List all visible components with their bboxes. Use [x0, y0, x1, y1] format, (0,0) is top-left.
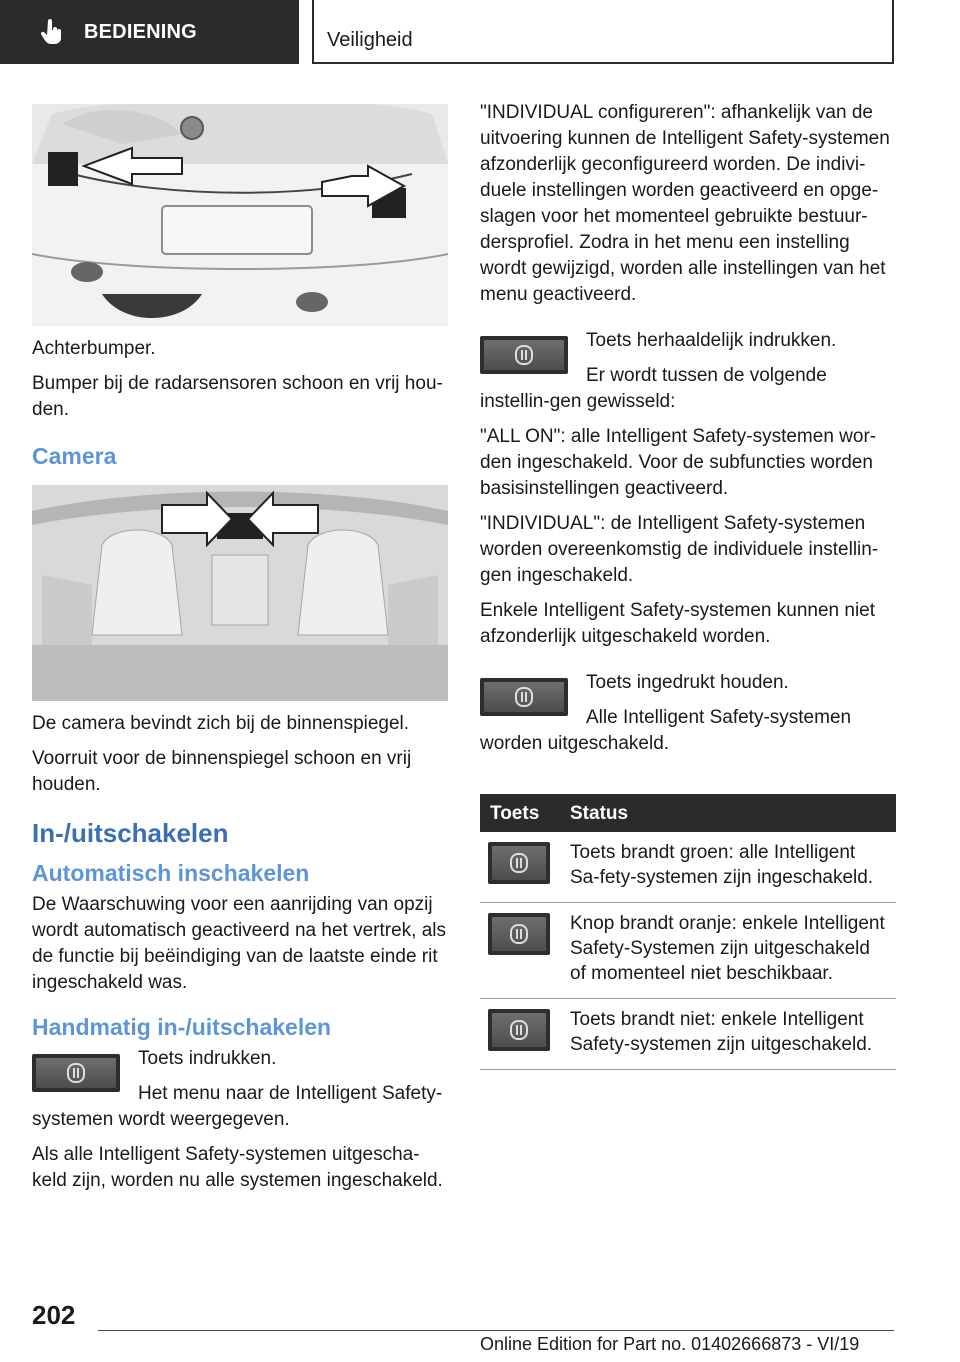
auto-text: De Waarschuwing voor een aanrijding van opzij wordt automatisch geactiveerd na het vertrek, als de functie bij beëindiging van de laatste einde rit ingeschakeld was.	[32, 894, 446, 993]
rear-bumper-illustration	[32, 104, 448, 326]
repeat-step: Toets herhaaldelijk indrukken.	[586, 330, 837, 351]
manual-step-block	[32, 1046, 448, 1142]
safety-button-image	[480, 678, 568, 716]
manual-step2: Het menu naar de Intelligent Safety-systemen wordt weergegeven.	[32, 1083, 443, 1130]
manual-step1: Toets indrukken.	[138, 1048, 277, 1069]
camera-heading: Camera	[32, 443, 117, 469]
chapter-title: Veiligheid	[327, 29, 413, 51]
bumper-caption: Achterbumper.	[32, 338, 156, 359]
bumper-text: Bumper bij de radarsensoren schoon en vrij hou-den.	[32, 373, 443, 420]
manual-text: Als alle Intelligent Safety-systemen uitgescha-keld zijn, worden nu alle systemen ingeschakeld.	[32, 1144, 443, 1191]
status-cell: Toets brandt niet: enkele Intelligent Safety-systemen zijn uitgeschakeld.	[560, 999, 896, 1070]
all-on-text: "ALL ON": alle Intelligent Safety-systemen wor-den ingeschakeld. Voor de subfuncties worden basisinstellingen geactiveerd.	[480, 426, 877, 499]
edition-text: Online Edition for Part no. 01402666873 - VI/19	[480, 1334, 860, 1354]
camera-caption: De camera bevindt zich bij de binnenspiegel.	[32, 713, 410, 734]
hold-step-block	[480, 670, 896, 766]
repeat-text: Er wordt tussen de volgende instellin-gen gewisseld:	[480, 365, 827, 412]
status-cell: Knop brandt oranje: enkele Intelligent Safety-Systemen zijn uitgeschakeld of momenteel niet beschikbaar.	[560, 903, 896, 999]
safety-systems-icon	[66, 1062, 86, 1084]
header-chapter-box	[312, 0, 894, 64]
table-row	[480, 832, 896, 903]
page-number: 202	[32, 1300, 76, 1330]
section-title: BEDIENING	[84, 20, 197, 43]
hand-pointer-icon	[40, 19, 62, 45]
header-section-tab	[0, 0, 299, 64]
safety-systems-icon	[514, 344, 534, 366]
safety-systems-icon	[509, 852, 529, 874]
footer-divider	[98, 1330, 894, 1331]
table-row	[480, 903, 896, 999]
left-column	[32, 104, 448, 1203]
manual-heading: Handmatig in-/uitschakelen	[32, 1014, 332, 1040]
hold-step: Toets ingedrukt houden.	[586, 672, 789, 693]
safety-systems-icon	[514, 686, 534, 708]
safety-button-image	[32, 1054, 120, 1092]
safety-button-image	[488, 842, 550, 884]
individual-mode-text: "INDIVIDUAL": de Intelligent Safety-systemen worden overeenkomstig de individuele instellin-gen ingeschakeld.	[480, 513, 879, 586]
safety-button-image	[480, 336, 568, 374]
individual-config-text: "INDIVIDUAL configureren": afhankelijk van de uitvoering kunnen de Intelligent Safety-systemen afzonderlijk geconfigureerd worden. De indivi-duele instellingen worden geactiveerd en opge-slagen voor het momenteel gebruikte bestuur-dersprofiel. Zodra in het menu een instelling wordt gewijzigd, worden alle instellingen van het menu geactiveerd.	[480, 102, 890, 305]
safety-button-image	[488, 913, 550, 955]
auto-heading: Automatisch inschakelen	[32, 860, 310, 886]
status-table	[480, 794, 896, 1070]
status-cell: Toets brandt groen: alle Intelligent Sa-fety-systemen zijn ingeschakeld.	[560, 832, 896, 903]
safety-systems-icon	[509, 1019, 529, 1041]
table-row	[480, 999, 896, 1070]
right-column	[480, 100, 896, 1070]
some-off-text: Enkele Intelligent Safety-systemen kunnen niet afzonderlijk uitgeschakeld worden.	[480, 600, 876, 647]
onoff-heading: In-/uitschakelen	[32, 818, 229, 848]
table-header-toets: Toets	[480, 794, 560, 832]
table-header-status: Status	[560, 794, 896, 832]
repeat-step-block	[480, 328, 896, 424]
safety-button-image	[488, 1009, 550, 1051]
safety-systems-icon	[509, 923, 529, 945]
hold-text: Alle Intelligent Safety-systemen worden uitgeschakeld.	[480, 707, 852, 754]
camera-interior-illustration	[32, 485, 448, 701]
camera-text: Voorruit voor de binnenspiegel schoon en vrij houden.	[32, 748, 412, 795]
